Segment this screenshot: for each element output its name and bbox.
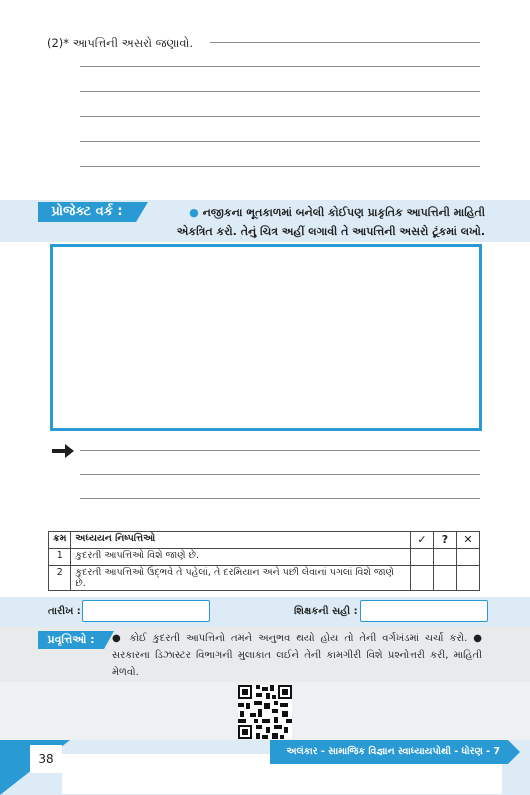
- right-arrow-icon: [52, 444, 74, 462]
- qr-code-icon[interactable]: [238, 685, 292, 739]
- row-num: 2: [49, 566, 71, 591]
- cross-icon: ✕: [457, 532, 480, 549]
- answer-line: [80, 474, 480, 475]
- table-row: [49, 549, 480, 566]
- bullet-icon: ●: [189, 206, 199, 219]
- question-label: (2)* આપત્તિની અસરો જણાવો.: [47, 36, 194, 50]
- answer-line: [80, 116, 480, 117]
- row-text: કુદરતી આપત્તિઓ ઉદ્ભવે તે પહેલાં, તે દરમિયાન અને પછી લેવાનાં પગલાં વિશે જાણે છે.: [71, 566, 411, 591]
- table-header-row: [49, 532, 480, 549]
- footer-title-tip: [508, 740, 520, 764]
- maybe-cell[interactable]: [434, 549, 457, 566]
- answer-line: [80, 91, 480, 92]
- page-number: 38: [30, 745, 62, 773]
- row-num: 1: [49, 549, 71, 566]
- project-tag: પ્રોજેક્ટ વર્ક :: [38, 202, 136, 222]
- answer-line: [80, 450, 480, 451]
- answer-line: [80, 498, 480, 499]
- date-field[interactable]: [82, 600, 210, 622]
- no-cell[interactable]: [457, 549, 480, 566]
- objectives-table: [48, 531, 480, 591]
- answer-line: [80, 141, 480, 142]
- yes-cell[interactable]: [411, 566, 434, 591]
- table-row: [49, 566, 480, 591]
- project-text: નજીકના ભૂતકાળમાં બનેલી કોઈપણ પ્રાકૃતિક આપત્તિની માહિતી એકત્રિત કરો. તેનું ચિત્ર અહીં લગાવી તે આપત્તિની અસરો ટૂંકમાં લખો.: [176, 206, 485, 238]
- col-title: અધ્યયન નિષ્પત્તિઓ: [71, 532, 411, 549]
- picture-box[interactable]: [50, 244, 482, 431]
- maybe-cell[interactable]: [434, 566, 457, 591]
- check-icon: ✓: [411, 532, 434, 549]
- activity-text: ● કોઈ કુદરતી આપત્તિનો તમને અનુભવ થયો હોય તો તેની વર્ગખંડમાં ચર્ચા કરો. ● સરકારના ડિઝાસ્ટર વિભાગની મુલાકાત લઈને તેની કામગીરી વિશે પ્રશ્નોત્તરી કરી, માહિતી મેળવો.: [112, 633, 482, 678]
- answer-line: [210, 42, 480, 43]
- question-mark-icon: ?: [434, 532, 457, 549]
- activity-tag: પ્રવૃત્તિઓ :: [38, 631, 104, 649]
- project-tag-tip: [136, 202, 148, 222]
- no-cell[interactable]: [457, 566, 480, 591]
- teacher-sign-field[interactable]: [360, 600, 488, 622]
- yes-cell[interactable]: [411, 549, 434, 566]
- col-num: ક્રમ: [49, 532, 71, 549]
- answer-line: [80, 66, 480, 67]
- row-text: કુદરતી આપત્તિઓ વિશે જાણે છે.: [71, 549, 411, 566]
- project-instruction: [155, 203, 485, 241]
- footer-title: અલંકાર - સામાજિક વિજ્ઞાન સ્વાધ્યાયપોથી - ધોરણ - 7: [270, 740, 508, 764]
- teacher-sign-label: શિક્ષકની સહી :: [294, 606, 358, 617]
- date-label: તારીખ :: [48, 606, 81, 617]
- answer-line: [80, 166, 480, 167]
